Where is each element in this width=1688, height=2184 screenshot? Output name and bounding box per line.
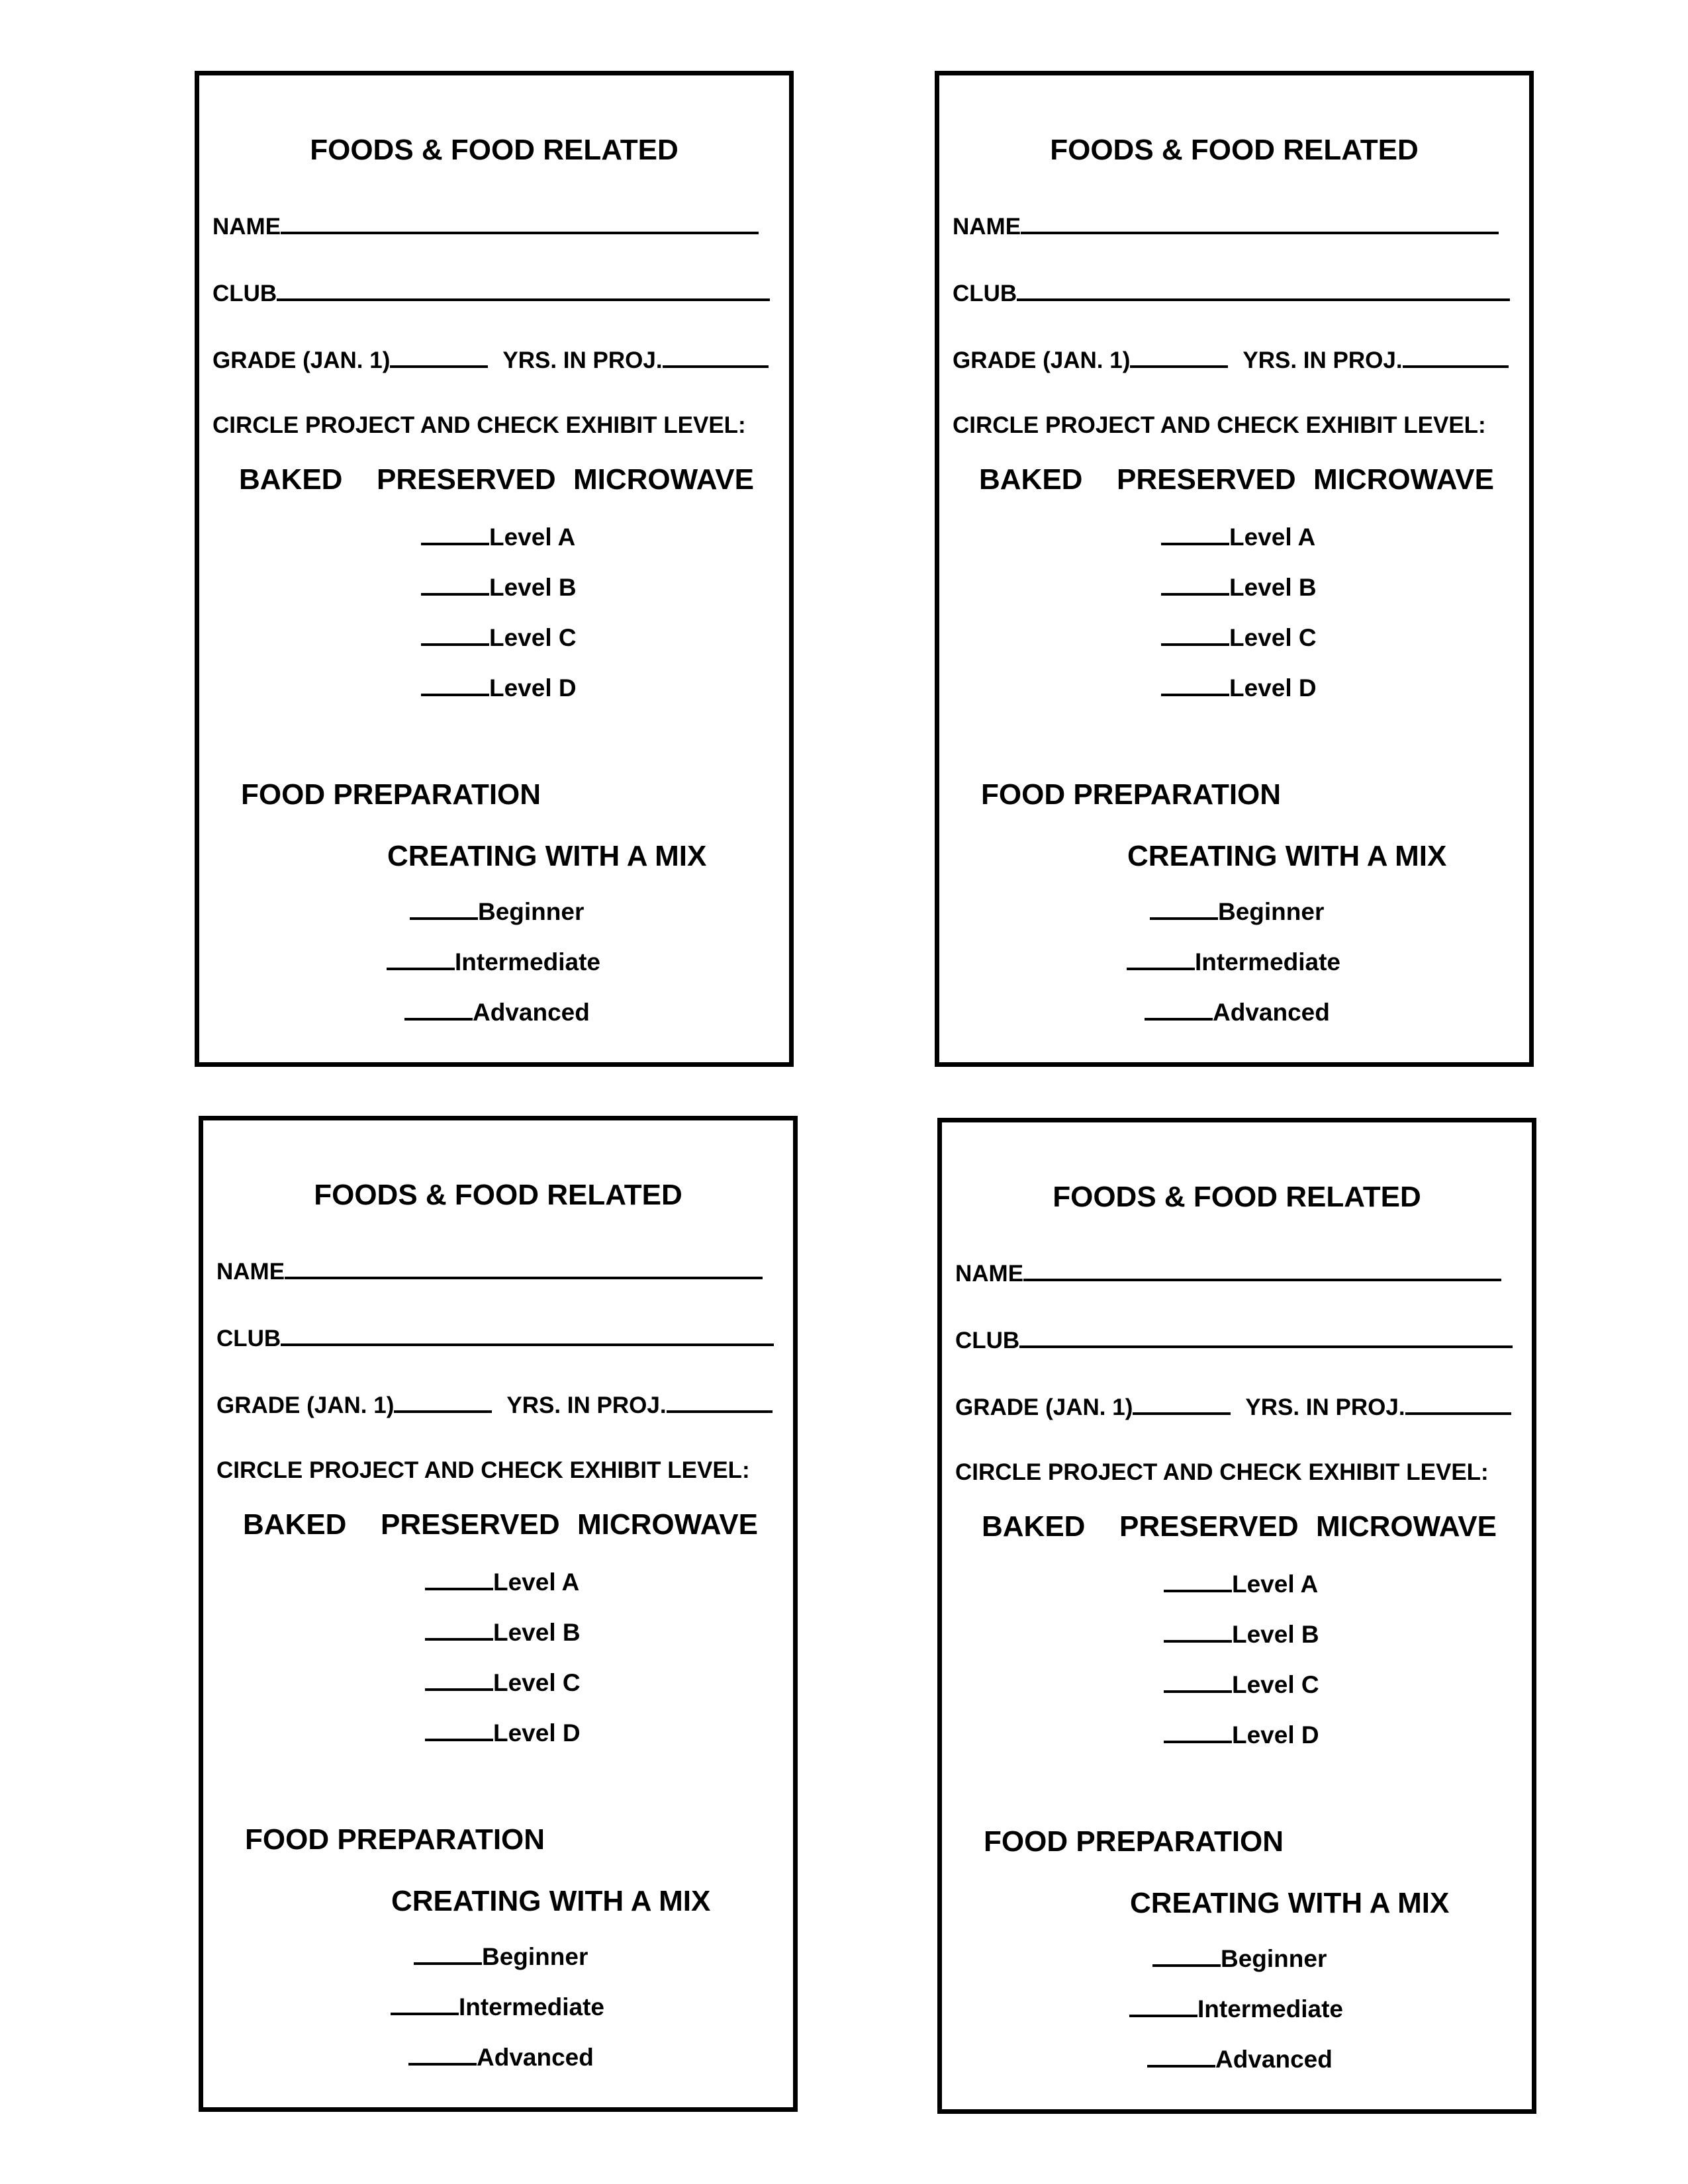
- name-field[interactable]: [281, 212, 759, 234]
- level-b-checkbox[interactable]: [1164, 1620, 1232, 1643]
- beginner-checkbox[interactable]: [1150, 897, 1218, 920]
- name-label: NAME: [212, 214, 281, 240]
- grade-field[interactable]: [390, 345, 488, 368]
- project-preserved[interactable]: PRESERVED: [377, 463, 556, 496]
- level-c-row: [1164, 1670, 1319, 1699]
- level-c-row: [421, 623, 577, 652]
- level-c-label: Level C: [1229, 624, 1317, 651]
- level-a-row: [1161, 523, 1315, 551]
- instructions-text: CIRCLE PROJECT AND CHECK EXHIBIT LEVEL:: [212, 412, 746, 438]
- level-c-checkbox[interactable]: [425, 1668, 493, 1691]
- name-row: [955, 1259, 1501, 1287]
- club-label: CLUB: [955, 1328, 1020, 1353]
- intermediate-row: [387, 948, 600, 976]
- advanced-label: Advanced: [1213, 999, 1330, 1026]
- grade-label: GRADE (JAN. 1): [216, 1392, 395, 1418]
- level-d-label: Level D: [1229, 674, 1317, 702]
- intermediate-label: Intermediate: [459, 1993, 605, 2021]
- advanced-label: Advanced: [477, 2044, 594, 2071]
- level-b-label: Level B: [1229, 574, 1317, 601]
- project-preserved[interactable]: PRESERVED: [381, 1508, 560, 1541]
- project-baked[interactable]: BAKED: [982, 1510, 1086, 1543]
- mix-heading: CREATING WITH A MIX: [1127, 840, 1447, 872]
- club-row: [953, 279, 1510, 307]
- advanced-row: [1147, 2045, 1333, 2073]
- level-c-label: Level C: [493, 1669, 581, 1696]
- food-prep-heading: FOOD PREPARATION: [241, 778, 541, 811]
- entry-card-top-left: [195, 71, 794, 1067]
- intermediate-checkbox[interactable]: [387, 948, 455, 970]
- level-b-row: [1164, 1620, 1319, 1649]
- level-d-row: [1164, 1721, 1319, 1749]
- club-row: [955, 1326, 1513, 1354]
- project-microwave[interactable]: MICROWAVE: [1316, 1510, 1497, 1543]
- level-d-checkbox[interactable]: [425, 1719, 493, 1741]
- club-label: CLUB: [216, 1326, 281, 1351]
- level-d-row: [421, 674, 577, 702]
- level-a-checkbox[interactable]: [425, 1568, 493, 1590]
- instructions-text: CIRCLE PROJECT AND CHECK EXHIBIT LEVEL:: [955, 1459, 1489, 1485]
- years-label: YRS. IN PROJ.: [1243, 347, 1403, 373]
- advanced-row: [1145, 998, 1330, 1026]
- club-field[interactable]: [1019, 1326, 1513, 1348]
- intermediate-checkbox[interactable]: [391, 1993, 459, 2015]
- level-d-label: Level D: [493, 1719, 581, 1747]
- level-a-row: [1164, 1570, 1318, 1598]
- club-field[interactable]: [277, 279, 770, 301]
- beginner-checkbox[interactable]: [414, 1942, 482, 1965]
- level-b-label: Level B: [489, 574, 577, 601]
- name-label: NAME: [216, 1259, 285, 1285]
- years-field[interactable]: [663, 345, 769, 368]
- level-b-row: [425, 1618, 581, 1647]
- beginner-row: [414, 1942, 588, 1971]
- project-preserved[interactable]: PRESERVED: [1119, 1510, 1299, 1543]
- club-row: [216, 1324, 774, 1352]
- level-b-row: [1161, 573, 1317, 602]
- name-row: [216, 1257, 763, 1285]
- beginner-label: Beginner: [482, 1943, 588, 1970]
- beginner-label: Beginner: [478, 898, 585, 925]
- intermediate-row: [1129, 1995, 1343, 2023]
- level-c-row: [425, 1668, 581, 1697]
- level-c-checkbox[interactable]: [1161, 623, 1229, 646]
- entry-card-bottom-right: [937, 1118, 1536, 2114]
- advanced-label: Advanced: [1215, 2046, 1333, 2073]
- level-b-checkbox[interactable]: [1161, 573, 1229, 596]
- beginner-row: [1152, 1944, 1327, 1973]
- card-title: FOODS & FOOD RELATED: [1053, 1181, 1421, 1213]
- level-a-checkbox[interactable]: [1164, 1570, 1232, 1592]
- grade-years-row: [212, 345, 769, 374]
- level-c-checkbox[interactable]: [1164, 1670, 1232, 1693]
- name-field[interactable]: [1023, 1259, 1501, 1281]
- level-a-label: Level A: [1229, 523, 1316, 551]
- instructions-text: CIRCLE PROJECT AND CHECK EXHIBIT LEVEL:: [953, 412, 1486, 438]
- beginner-row: [1150, 897, 1324, 926]
- entry-card-top-right: [935, 71, 1534, 1067]
- beginner-checkbox[interactable]: [410, 897, 478, 920]
- level-b-row: [421, 573, 577, 602]
- project-microwave[interactable]: MICROWAVE: [573, 463, 754, 496]
- mix-heading: CREATING WITH A MIX: [387, 840, 707, 872]
- name-row: [953, 212, 1499, 240]
- grade-field[interactable]: [1133, 1392, 1231, 1415]
- project-preserved[interactable]: PRESERVED: [1117, 463, 1296, 496]
- level-d-label: Level D: [489, 674, 577, 702]
- level-a-label: Level A: [489, 523, 576, 551]
- advanced-checkbox[interactable]: [1145, 998, 1213, 1021]
- card-title: FOODS & FOOD RELATED: [314, 1179, 682, 1211]
- project-baked[interactable]: BAKED: [243, 1508, 347, 1541]
- beginner-label: Beginner: [1221, 1945, 1327, 1972]
- advanced-row: [404, 998, 590, 1026]
- advanced-label: Advanced: [473, 999, 590, 1026]
- years-label: YRS. IN PROJ.: [502, 347, 663, 373]
- level-d-checkbox[interactable]: [421, 674, 489, 696]
- mix-heading: CREATING WITH A MIX: [1130, 1887, 1450, 1919]
- club-field[interactable]: [1017, 279, 1510, 301]
- level-a-label: Level A: [1232, 1570, 1319, 1598]
- club-label: CLUB: [953, 281, 1017, 306]
- level-a-row: [421, 523, 575, 551]
- years-field[interactable]: [1403, 345, 1509, 368]
- name-field[interactable]: [285, 1257, 763, 1279]
- level-a-checkbox[interactable]: [1161, 523, 1229, 545]
- intermediate-label: Intermediate: [1195, 948, 1341, 976]
- instructions-text: CIRCLE PROJECT AND CHECK EXHIBIT LEVEL:: [216, 1457, 750, 1483]
- project-microwave[interactable]: MICROWAVE: [577, 1508, 758, 1541]
- grade-years-row: [216, 1390, 773, 1419]
- name-row: [212, 212, 759, 240]
- beginner-label: Beginner: [1218, 898, 1325, 925]
- level-a-label: Level A: [493, 1569, 580, 1596]
- project-baked[interactable]: BAKED: [979, 463, 1083, 496]
- level-d-row: [1161, 674, 1317, 702]
- level-b-checkbox[interactable]: [421, 573, 489, 596]
- grade-years-row: [953, 345, 1509, 374]
- club-label: CLUB: [212, 281, 277, 306]
- project-microwave[interactable]: MICROWAVE: [1313, 463, 1494, 496]
- card-title: FOODS & FOOD RELATED: [310, 134, 679, 166]
- grade-years-row: [955, 1392, 1511, 1421]
- level-c-label: Level C: [489, 624, 577, 651]
- mix-heading: CREATING WITH A MIX: [391, 1885, 711, 1917]
- name-field[interactable]: [1021, 212, 1499, 234]
- advanced-checkbox[interactable]: [1147, 2045, 1215, 2068]
- intermediate-row: [1127, 948, 1340, 976]
- food-prep-heading: FOOD PREPARATION: [984, 1825, 1284, 1858]
- club-field[interactable]: [281, 1324, 774, 1346]
- level-a-checkbox[interactable]: [421, 523, 489, 545]
- beginner-checkbox[interactable]: [1152, 1944, 1221, 1967]
- card-title: FOODS & FOOD RELATED: [1050, 134, 1419, 166]
- years-label: YRS. IN PROJ.: [1245, 1394, 1405, 1420]
- level-c-label: Level C: [1232, 1671, 1319, 1698]
- level-a-row: [425, 1568, 579, 1596]
- level-c-row: [1161, 623, 1317, 652]
- level-b-label: Level B: [1232, 1621, 1319, 1648]
- grade-label: GRADE (JAN. 1): [955, 1394, 1133, 1420]
- level-d-checkbox[interactable]: [1164, 1721, 1232, 1743]
- food-prep-heading: FOOD PREPARATION: [245, 1823, 545, 1856]
- name-label: NAME: [953, 214, 1021, 240]
- years-field[interactable]: [667, 1390, 773, 1413]
- grade-field[interactable]: [394, 1390, 492, 1413]
- level-c-checkbox[interactable]: [421, 623, 489, 646]
- intermediate-label: Intermediate: [1197, 1995, 1344, 2023]
- level-b-checkbox[interactable]: [425, 1618, 493, 1641]
- name-label: NAME: [955, 1261, 1024, 1287]
- advanced-checkbox[interactable]: [408, 2043, 477, 2066]
- intermediate-checkbox[interactable]: [1127, 948, 1195, 970]
- grade-label: GRADE (JAN. 1): [953, 347, 1131, 373]
- project-baked[interactable]: BAKED: [239, 463, 343, 496]
- intermediate-label: Intermediate: [455, 948, 601, 976]
- club-row: [212, 279, 770, 307]
- level-d-checkbox[interactable]: [1161, 674, 1229, 696]
- intermediate-checkbox[interactable]: [1129, 1995, 1197, 2017]
- grade-field[interactable]: [1130, 345, 1228, 368]
- advanced-checkbox[interactable]: [404, 998, 473, 1021]
- entry-card-bottom-left: [199, 1116, 798, 2112]
- level-d-label: Level D: [1232, 1721, 1319, 1749]
- years-field[interactable]: [1405, 1392, 1511, 1415]
- food-prep-heading: FOOD PREPARATION: [981, 778, 1282, 811]
- beginner-row: [410, 897, 584, 926]
- intermediate-row: [391, 1993, 604, 2021]
- level-b-label: Level B: [493, 1619, 581, 1646]
- years-label: YRS. IN PROJ.: [506, 1392, 667, 1418]
- level-d-row: [425, 1719, 581, 1747]
- advanced-row: [408, 2043, 594, 2071]
- grade-label: GRADE (JAN. 1): [212, 347, 391, 373]
